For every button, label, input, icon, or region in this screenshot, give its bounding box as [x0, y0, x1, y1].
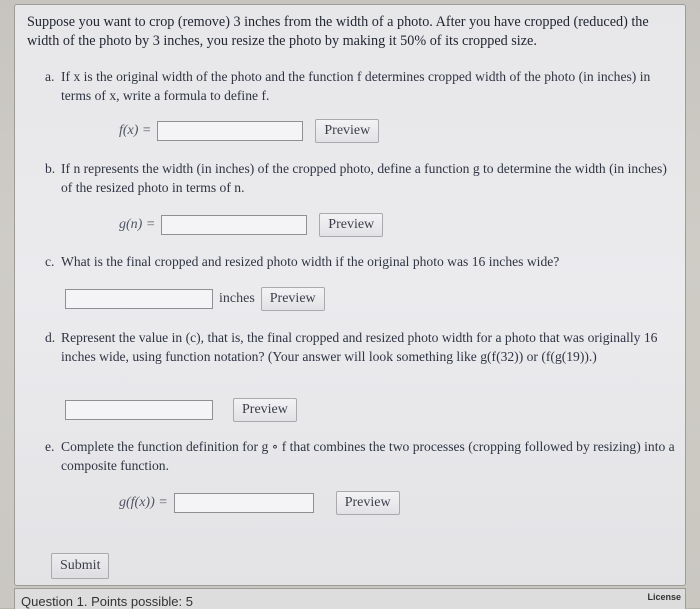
part-a-letter: a.: [45, 69, 55, 84]
submit-button[interactable]: Submit: [51, 553, 109, 579]
part-e-answer-input[interactable]: [174, 493, 314, 513]
question-footer: [14, 588, 686, 609]
part-b-answer-input[interactable]: [161, 215, 307, 235]
part-c-text: What is the final cropped and resized photo width if the original photo was 16 inches wide?: [61, 254, 560, 269]
part-b: [45, 159, 681, 197]
question-intro: Suppose you want to crop (remove) 3 inches from the width of a photo. After you have cropped (reduced) the width of the photo by 3 inches, you resize the photo by making it 50% of its cropped size.: [27, 14, 649, 49]
part-e-lhs: g(f(x)) =: [119, 495, 168, 510]
part-a: [45, 67, 681, 105]
part-b-lhs: g(n) =: [119, 217, 156, 232]
part-b-answer-row: [119, 213, 383, 237]
part-d-letter: d.: [45, 330, 56, 345]
part-b-preview-button[interactable]: Preview: [319, 213, 383, 237]
part-a-answer-row: [119, 119, 379, 143]
part-e: [45, 437, 681, 475]
part-c-preview-button[interactable]: Preview: [261, 287, 325, 311]
part-c-answer-row: [65, 287, 325, 311]
part-d: [45, 328, 681, 366]
part-d-answer-input[interactable]: [65, 400, 213, 420]
part-a-lhs: f(x) =: [119, 123, 152, 138]
part-b-text: If n represents the width (in inches) of the cropped photo, define a function g to determine the width (in inches) of the resized photo in terms of n.: [61, 161, 667, 195]
part-b-letter: b.: [45, 161, 56, 176]
part-c-unit: inches: [219, 291, 255, 306]
part-c-answer-input[interactable]: [65, 289, 213, 309]
part-d-preview-button[interactable]: Preview: [233, 398, 297, 422]
part-e-preview-button[interactable]: Preview: [336, 491, 400, 515]
part-a-text: If x is the original width of the photo and the function f determines cropped width of the photo (in inches) in terms of x, write a formula to define f.: [61, 69, 651, 103]
part-d-answer-row: [65, 398, 297, 422]
question-card: [14, 4, 686, 586]
part-d-text: Represent the value in (c), that is, the final cropped and resized photo width for a photo that was originally 16 inches wide, using function notation? (Your answer will look something like g(f(32)) or (f(g(19)).): [61, 330, 658, 364]
part-c-letter: c.: [45, 254, 55, 269]
part-e-text: Complete the function definition for g ∘ f that combines the two processes (cropping followed by resizing) into a composite function.: [61, 439, 675, 473]
part-c: [45, 252, 681, 271]
question-points-info: Question 1. Points possible: 5: [21, 594, 193, 609]
part-a-answer-input[interactable]: [157, 121, 303, 141]
license-link[interactable]: License: [647, 592, 681, 602]
part-e-letter: e.: [45, 439, 55, 454]
part-e-answer-row: [119, 491, 400, 515]
part-a-preview-button[interactable]: Preview: [315, 119, 379, 143]
